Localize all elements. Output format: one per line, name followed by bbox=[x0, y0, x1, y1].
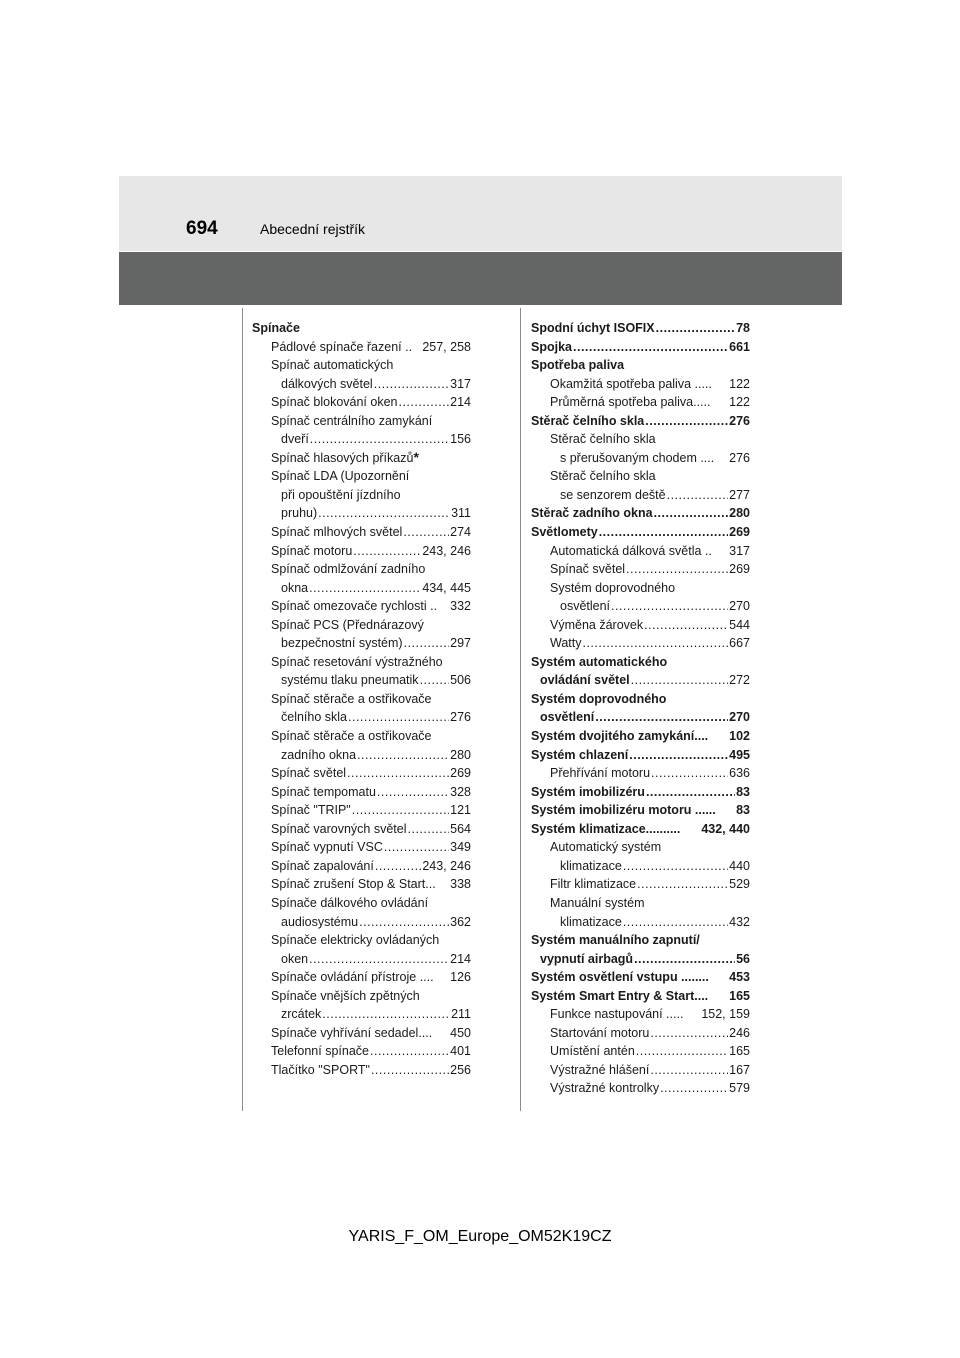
entry-text: Systém doprovodného bbox=[550, 580, 676, 595]
index-entry bbox=[531, 801, 750, 820]
index-entry bbox=[531, 338, 750, 357]
dot-leader bbox=[359, 913, 449, 932]
index-entry bbox=[531, 727, 750, 746]
index-entry bbox=[531, 875, 750, 894]
index-entry bbox=[531, 746, 750, 765]
dot-leader bbox=[650, 1024, 728, 1043]
entry-text: Spínač hlasových příkazů bbox=[271, 450, 414, 465]
index-column-2 bbox=[531, 319, 750, 1098]
entry-text: Umístění antén bbox=[550, 1044, 635, 1059]
index-entry bbox=[531, 449, 750, 468]
dot-leader bbox=[370, 1042, 449, 1061]
entry-text: Spínače elektricky ovládaných bbox=[271, 933, 440, 948]
index-entry bbox=[531, 783, 750, 802]
page-reference: 122 bbox=[729, 376, 750, 391]
entry-text: Systém imobilizéru bbox=[531, 784, 645, 799]
index-entry bbox=[252, 1024, 471, 1043]
index-entry bbox=[531, 319, 750, 338]
dot-leader bbox=[352, 801, 449, 820]
page-reference: 243, 246 bbox=[422, 543, 471, 558]
entry-text: Spotřeba paliva bbox=[531, 358, 625, 373]
entry-text: audiosystému bbox=[281, 914, 359, 929]
page-reference: 246 bbox=[729, 1025, 750, 1040]
index-entry bbox=[252, 393, 471, 412]
index-entry bbox=[531, 894, 750, 913]
entry-text: Spínač automatických bbox=[271, 358, 394, 373]
index-entry bbox=[252, 486, 471, 505]
index-entry bbox=[531, 1042, 750, 1061]
page-reference: 564 bbox=[450, 821, 471, 836]
index-entry bbox=[252, 430, 471, 449]
dot-leader bbox=[420, 671, 450, 690]
dot-leader bbox=[645, 412, 728, 431]
page-reference: 121 bbox=[450, 803, 471, 818]
entry-text: Spínač stěrače a ostřikovače bbox=[271, 691, 432, 706]
entry-text: Spínač motoru bbox=[271, 543, 353, 558]
page-reference: 495 bbox=[729, 747, 750, 762]
entry-text: Spínač "TRIP" bbox=[271, 803, 351, 818]
page-reference: 317 bbox=[450, 376, 471, 391]
index-entry bbox=[252, 375, 471, 394]
dot-leader bbox=[404, 634, 450, 653]
dot-leader bbox=[318, 504, 450, 523]
entry-text: Telefonní spínače bbox=[271, 1044, 369, 1059]
page-reference: 78 bbox=[736, 321, 750, 335]
index-entry bbox=[531, 987, 750, 1006]
index-entry bbox=[531, 542, 750, 561]
entry-text: Spínač zapalování bbox=[271, 858, 374, 873]
index-entry bbox=[252, 523, 471, 542]
entry-text: Spínače bbox=[252, 321, 300, 335]
index-entry bbox=[252, 950, 471, 969]
page-reference: 280 bbox=[729, 506, 750, 521]
entry-text: Světlomety bbox=[531, 525, 598, 540]
index-entry bbox=[531, 467, 750, 486]
entry-text: zrcátek bbox=[281, 1007, 322, 1022]
dot-leader bbox=[309, 579, 421, 598]
dot-leader bbox=[408, 820, 450, 839]
entry-text: se senzorem deště bbox=[560, 487, 666, 502]
index-entry bbox=[252, 783, 471, 802]
dot-leader bbox=[629, 746, 728, 765]
header-band bbox=[119, 176, 842, 251]
dot-leader bbox=[398, 393, 449, 412]
page-reference: 126 bbox=[450, 970, 471, 985]
page-reference: 272 bbox=[729, 673, 750, 688]
page-reference: 257, 258 bbox=[422, 339, 471, 354]
entry-text: Spínač resetování výstražného bbox=[271, 654, 443, 669]
section-band bbox=[119, 252, 842, 305]
page-reference: 270 bbox=[729, 599, 750, 614]
page-reference: 269 bbox=[729, 525, 750, 540]
index-entry bbox=[252, 338, 471, 357]
index-entry bbox=[531, 616, 750, 635]
entry-text: Stěrač čelního skla bbox=[550, 432, 656, 447]
document-footer: YARIS_F_OM_Europe_OM52K19CZ bbox=[348, 1228, 612, 1245]
index-entry bbox=[252, 653, 471, 672]
entry-text: Spínač centrálního zamykání bbox=[271, 413, 433, 428]
dot-leader bbox=[599, 523, 728, 542]
entry-text: Automatický systém bbox=[550, 840, 662, 855]
entry-text: Spínač stěrače a ostřikovače bbox=[271, 729, 432, 744]
page-reference: 529 bbox=[729, 877, 750, 892]
entry-text: Watty bbox=[550, 636, 582, 651]
entry-text: Filtr klimatizace bbox=[550, 877, 637, 892]
dot-leader bbox=[377, 783, 449, 802]
page-reference: 349 bbox=[450, 840, 471, 855]
page-reference: 83 bbox=[736, 803, 750, 818]
entry-text: klimatizace bbox=[560, 914, 622, 929]
page-reference: 256 bbox=[450, 1062, 471, 1077]
entry-text: Spínače vyhřívání sedadel.... bbox=[271, 1025, 433, 1040]
index-entry bbox=[531, 430, 750, 449]
page-reference: 311 bbox=[451, 506, 471, 521]
page-reference: 280 bbox=[450, 747, 471, 762]
entry-text: Systém klimatizace.......... bbox=[531, 821, 681, 836]
index-entry bbox=[252, 801, 471, 820]
index-entry bbox=[252, 746, 471, 765]
index-entry bbox=[252, 987, 471, 1006]
dot-leader bbox=[611, 597, 728, 616]
entry-text: Automatická dálková světla .. bbox=[550, 543, 712, 558]
page-reference: 83 bbox=[736, 784, 750, 799]
dot-leader bbox=[375, 857, 421, 876]
entry-text: oken bbox=[281, 951, 309, 966]
dot-leader bbox=[626, 560, 728, 579]
index-entry bbox=[252, 356, 471, 375]
page-reference: 102 bbox=[729, 729, 750, 744]
index-entry bbox=[531, 486, 750, 505]
entry-text: Systém doprovodného bbox=[531, 691, 667, 706]
page-reference: 440 bbox=[729, 858, 750, 873]
entry-text: Systém imobilizéru motoru ...... bbox=[531, 803, 716, 818]
entry-text: pruhu) bbox=[281, 506, 318, 521]
entry-text: Spínače dálkového ovládání bbox=[271, 895, 429, 910]
index-entry: Spínač hlasových příkazů * bbox=[252, 449, 471, 468]
page-reference: 544 bbox=[729, 617, 750, 632]
index-entry bbox=[252, 560, 471, 579]
dot-leader bbox=[403, 523, 449, 542]
entry-text: Spínač odmlžování zadního bbox=[271, 562, 426, 577]
page-reference: 243, 246 bbox=[422, 858, 471, 873]
index-entry bbox=[252, 597, 471, 616]
dot-leader bbox=[623, 913, 728, 932]
entry-text: Systém osvětlení vstupu ........ bbox=[531, 970, 709, 985]
index-entry bbox=[252, 764, 471, 783]
index-entry bbox=[531, 820, 750, 839]
index-entry bbox=[252, 838, 471, 857]
entry-text: Spínač omezovače rychlosti .. bbox=[271, 599, 438, 614]
page-reference: 338 bbox=[450, 877, 471, 892]
index-entry bbox=[252, 319, 471, 338]
index-entry bbox=[531, 931, 750, 950]
entry-text: osvětlení bbox=[540, 710, 595, 725]
page-title: Abecední rejstřík bbox=[260, 221, 366, 237]
page-reference: 211 bbox=[451, 1007, 471, 1022]
page-reference: 277 bbox=[729, 487, 750, 502]
index-entry bbox=[531, 356, 750, 375]
page-reference: 434, 445 bbox=[422, 580, 471, 595]
index-entry bbox=[531, 634, 750, 653]
dot-leader bbox=[634, 950, 735, 969]
entry-text: Spojka bbox=[531, 339, 572, 354]
dot-leader bbox=[631, 671, 729, 690]
index-entry bbox=[531, 375, 750, 394]
page-reference: 156 bbox=[450, 432, 471, 447]
entry-text: ovládání světel bbox=[540, 673, 630, 688]
entry-text: Výstražné kontrolky bbox=[550, 1081, 660, 1096]
index-entry bbox=[252, 634, 471, 653]
entry-text: Stěrač zadního okna bbox=[531, 506, 653, 521]
dot-leader bbox=[348, 708, 449, 727]
page-reference: 450 bbox=[450, 1025, 471, 1040]
entry-text: Spínač světel bbox=[271, 766, 347, 781]
entry-text: klimatizace bbox=[560, 858, 622, 873]
dot-leader bbox=[309, 950, 449, 969]
dot-leader bbox=[347, 764, 449, 783]
entry-text: při opouštění jízdního bbox=[281, 487, 401, 502]
index-entry bbox=[252, 894, 471, 913]
index-entry bbox=[531, 1005, 750, 1024]
page-reference: 453 bbox=[729, 970, 750, 985]
entry-text: Okamžitá spotřeba paliva ..... bbox=[550, 376, 712, 391]
entry-text: Systém chlazení bbox=[531, 747, 629, 762]
page-reference: 165 bbox=[729, 1044, 750, 1059]
entry-text: Systém automatického bbox=[531, 654, 668, 669]
entry-text: Stěrač čelního skla bbox=[550, 469, 656, 484]
index-entry bbox=[252, 467, 471, 486]
page-reference: 269 bbox=[729, 562, 750, 577]
entry-text: Spínač tempomatu bbox=[271, 784, 376, 799]
index-entry bbox=[531, 523, 750, 542]
entry-text: dálkových světel bbox=[281, 376, 373, 391]
index-entry bbox=[252, 820, 471, 839]
page-reference: 506 bbox=[450, 673, 471, 688]
page-number: 694 bbox=[186, 218, 218, 239]
index-column-1 bbox=[252, 319, 471, 1079]
page-reference: 667 bbox=[729, 636, 750, 651]
entry-text: Průměrná spotřeba paliva..... bbox=[550, 395, 711, 410]
dot-leader bbox=[637, 875, 728, 894]
entry-text: bezpečnostní systém) bbox=[281, 636, 403, 651]
index-entry bbox=[531, 393, 750, 412]
index-entry bbox=[252, 504, 471, 523]
index-entry bbox=[252, 412, 471, 431]
page-reference: 214 bbox=[450, 951, 471, 966]
index-entry bbox=[252, 708, 471, 727]
dot-leader bbox=[322, 1005, 450, 1024]
dot-leader bbox=[595, 708, 728, 727]
entry-text: Stěrač čelního skla bbox=[531, 413, 645, 428]
entry-text: čelního skla bbox=[281, 710, 348, 725]
index-entry bbox=[531, 597, 750, 616]
entry-text: Spínač vypnutí VSC bbox=[271, 840, 383, 855]
entry-text: dveří bbox=[281, 432, 309, 447]
index-entry bbox=[531, 838, 750, 857]
dot-leader bbox=[646, 783, 735, 802]
index-entry bbox=[531, 1024, 750, 1043]
entry-text: osvětlení bbox=[560, 599, 611, 614]
page-reference: 401 bbox=[450, 1044, 471, 1059]
index-entry bbox=[252, 968, 471, 987]
index-entry bbox=[531, 412, 750, 431]
page-reference: 332 bbox=[450, 599, 471, 614]
index-entry bbox=[252, 857, 471, 876]
index-entry bbox=[531, 764, 750, 783]
entry-text: Přehřívání motoru bbox=[550, 766, 651, 781]
index-entry bbox=[531, 1061, 750, 1080]
entry-text: Spínače vnějších zpětných bbox=[271, 988, 420, 1003]
index-entry bbox=[252, 727, 471, 746]
index-entry bbox=[252, 1005, 471, 1024]
dot-leader bbox=[582, 634, 728, 653]
page-reference: 122 bbox=[729, 395, 750, 410]
entry-text: Spínač varovných světel bbox=[271, 821, 407, 836]
page-reference: 167 bbox=[729, 1062, 750, 1077]
entry-text: Spínač LDA (Upozornění bbox=[271, 469, 410, 484]
entry-text: s přerušovaným chodem .... bbox=[560, 450, 715, 465]
index-entry bbox=[531, 504, 750, 523]
index-entry bbox=[252, 1061, 471, 1080]
entry-text: Spínač mlhových světel bbox=[271, 525, 403, 540]
page-reference: 328 bbox=[450, 784, 471, 799]
index-entry bbox=[531, 671, 750, 690]
entry-text: Systém manuálního zapnutí/ bbox=[531, 933, 700, 948]
entry-text: Pádlové spínače řazení .. bbox=[271, 339, 413, 354]
index-entry bbox=[531, 690, 750, 709]
entry-text: Spínač blokování oken bbox=[271, 395, 398, 410]
page-reference: 432, 440 bbox=[701, 821, 750, 836]
index-entry bbox=[252, 1042, 471, 1061]
dot-leader bbox=[384, 838, 449, 857]
entry-text: Výměna žárovek bbox=[550, 617, 644, 632]
index-entry bbox=[252, 671, 471, 690]
index-entry bbox=[252, 931, 471, 950]
entry-text: Funkce nastupování ..... bbox=[550, 1007, 684, 1022]
dot-leader bbox=[660, 1079, 728, 1098]
entry-text: Spínač PCS (Přednárazový bbox=[271, 617, 424, 632]
page-reference: 276 bbox=[729, 413, 750, 428]
column-divider-left bbox=[242, 308, 243, 1111]
page-reference: 152, 159 bbox=[701, 1007, 750, 1022]
index-entry bbox=[252, 542, 471, 561]
index-entry bbox=[531, 857, 750, 876]
page-reference: 276 bbox=[450, 710, 471, 725]
page-reference: 636 bbox=[729, 766, 750, 781]
index-entry bbox=[252, 690, 471, 709]
index-entry bbox=[531, 950, 750, 969]
index-entry bbox=[531, 1079, 750, 1098]
dot-leader bbox=[357, 746, 449, 765]
column-divider-right bbox=[520, 308, 521, 1111]
dot-leader bbox=[310, 430, 449, 449]
index-entry bbox=[252, 579, 471, 598]
entry-text: systému tlaku pneumatik bbox=[281, 673, 419, 688]
page-reference: 274 bbox=[450, 525, 471, 540]
index-entry bbox=[531, 560, 750, 579]
page-reference: 362 bbox=[450, 914, 471, 929]
dot-leader bbox=[623, 857, 728, 876]
page-reference: 317 bbox=[729, 543, 750, 558]
page-reference: 165 bbox=[729, 988, 750, 1003]
page-reference: 661 bbox=[729, 339, 750, 354]
index-entry bbox=[252, 875, 471, 894]
entry-text: Spínač zrušení Stop & Start... bbox=[271, 877, 436, 892]
dot-leader bbox=[654, 504, 729, 523]
entry-text: zadního okna bbox=[281, 747, 357, 762]
dot-leader bbox=[656, 319, 735, 338]
index-entry bbox=[252, 616, 471, 635]
page-reference: 56 bbox=[736, 951, 750, 966]
index-entry bbox=[531, 968, 750, 987]
entry-text: Systém dvojitého zamykání.... bbox=[531, 729, 709, 744]
index-entry bbox=[531, 708, 750, 727]
page-reference: 579 bbox=[729, 1081, 750, 1096]
dot-leader bbox=[374, 375, 449, 394]
entry-text: Manuální systém bbox=[550, 895, 645, 910]
entry-text: Systém Smart Entry & Start.... bbox=[531, 988, 709, 1003]
entry-text: Spínače ovládání přístroje .... bbox=[271, 970, 434, 985]
entry-text: vypnutí airbagů bbox=[540, 951, 634, 966]
entry-text: Startování motoru bbox=[550, 1025, 650, 1040]
page-reference: 270 bbox=[729, 710, 750, 725]
dot-leader bbox=[636, 1042, 728, 1061]
page-reference: 214 bbox=[450, 395, 471, 410]
page-reference: 432 bbox=[729, 914, 750, 929]
dot-leader bbox=[644, 616, 728, 635]
dot-leader bbox=[371, 1061, 449, 1080]
dot-leader bbox=[573, 338, 728, 357]
entry-text: Výstražné hlášení bbox=[550, 1062, 650, 1077]
dot-leader bbox=[651, 764, 728, 783]
index-entry bbox=[531, 913, 750, 932]
page-reference: 269 bbox=[450, 766, 471, 781]
dot-leader bbox=[650, 1061, 728, 1080]
page-reference: 276 bbox=[729, 450, 750, 465]
dot-leader bbox=[353, 542, 421, 561]
dot-leader bbox=[667, 486, 729, 505]
entry-text: Spodní úchyt ISOFIX bbox=[531, 321, 655, 335]
entry-text: Tlačítko "SPORT" bbox=[271, 1062, 370, 1077]
entry-text: okna bbox=[281, 580, 309, 595]
index-entry bbox=[531, 653, 750, 672]
entry-text: Spínač světel bbox=[550, 562, 626, 577]
page-reference: 297 bbox=[450, 636, 471, 651]
index-entry bbox=[252, 913, 471, 932]
index-entry bbox=[531, 579, 750, 598]
